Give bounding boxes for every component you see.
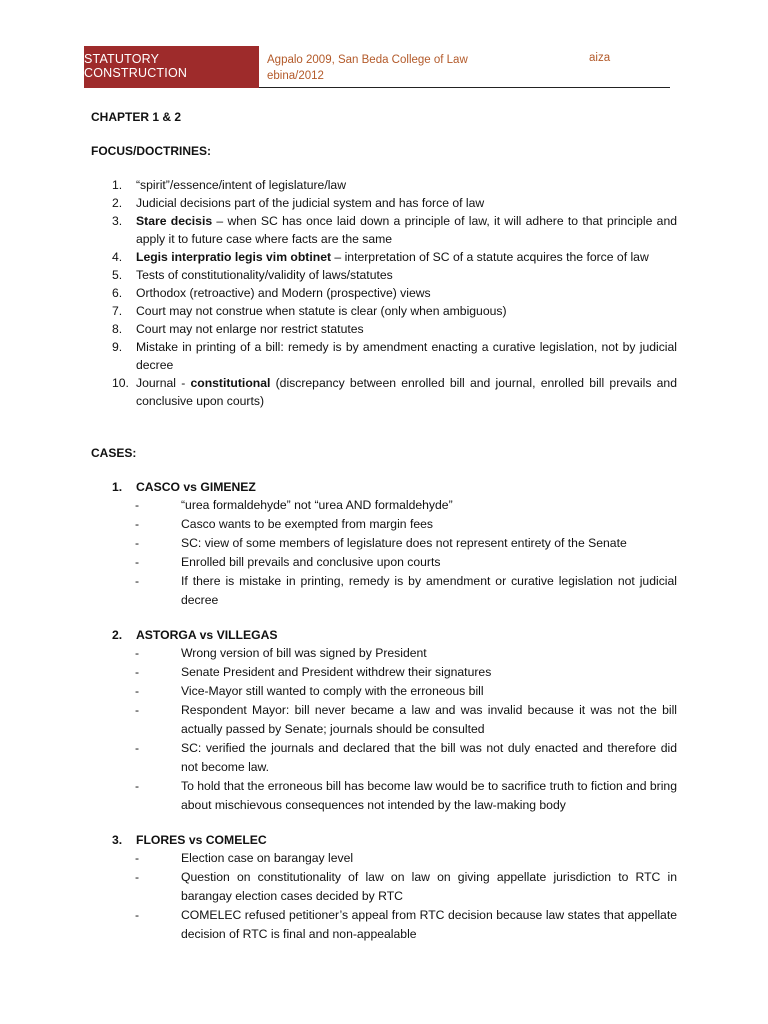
focus-item: [91, 212, 677, 248]
case-point-text: Casco wants to be exempted from margin fees: [181, 517, 433, 531]
case-point-text: Senate President and President withdrew their signatures: [181, 665, 492, 679]
case-points: [136, 849, 677, 944]
case-number: 3.: [112, 833, 123, 847]
case-point-text: If there is mistake in printing, remedy is by amendment or curative legislation not judicial decree: [181, 574, 677, 607]
case-point-text: “urea formaldehyde” not “urea AND formaldehyde”: [181, 498, 453, 512]
dash-bullet: -: [135, 498, 140, 512]
focus-item-number: 2.: [112, 196, 123, 210]
focus-item-term: Legis interpratio legis vim obtinet: [136, 250, 332, 264]
case-spacer: [91, 815, 677, 831]
page-header: [84, 46, 670, 88]
case-point: [113, 868, 677, 906]
header-title-box: STATUTORY CONSTRUCTION: [84, 46, 259, 88]
case-point-text: Vice-Mayor still wanted to comply with the erroneous bill: [181, 684, 484, 698]
focus-item: [91, 248, 677, 266]
cases-list: [91, 478, 677, 944]
dash-bullet: -: [135, 555, 140, 569]
header-rule: [259, 87, 670, 88]
focus-item-number: 3.: [112, 214, 123, 228]
focus-item-term: Stare decisis: [136, 214, 213, 228]
case-point: [113, 644, 677, 663]
case-title: CASCO vs GIMENEZ: [136, 480, 256, 494]
focus-item-text: Court may not construe when statute is clear (only when ambiguous): [136, 304, 507, 318]
case-point-text: Enrolled bill prevails and conclusive upon courts: [181, 555, 441, 569]
focus-item: [91, 284, 677, 302]
case-point: [113, 906, 677, 944]
focus-heading: FOCUS/DOCTRINES:: [91, 144, 211, 158]
focus-item-number: 1.: [112, 178, 123, 192]
case-point: [113, 849, 677, 868]
case-point: [113, 701, 677, 739]
chapter-heading: CHAPTER 1 & 2: [91, 110, 182, 124]
focus-item-prefix: Journal -: [136, 376, 191, 390]
dash-bullet: -: [135, 779, 140, 793]
focus-item-number: 10.: [112, 376, 129, 390]
focus-item-text: “spirit”/essence/intent of legislature/law: [136, 178, 346, 192]
dash-bullet: -: [135, 646, 140, 660]
case-point-text: SC: view of some members of legislature does not represent entirety of the Senate: [181, 536, 627, 550]
case-item: [91, 626, 677, 815]
focus-item: [91, 338, 677, 374]
focus-list: [91, 176, 677, 410]
focus-item: [91, 176, 677, 194]
focus-item-text: Orthodox (retroactive) and Modern (prospective) views: [136, 286, 431, 300]
case-item: [91, 478, 677, 610]
case-point: [113, 515, 677, 534]
focus-item: [91, 374, 677, 410]
case-point-text: COMELEC refused petitioner’s appeal from RTC decision because law states that appellate decision of RTC is final and non-appealable: [181, 908, 677, 941]
dash-bullet: -: [135, 870, 140, 884]
focus-item-number: 7.: [112, 304, 123, 318]
focus-item-text: Judicial decisions part of the judicial system and has force of law: [136, 196, 485, 210]
case-point-text: Election case on barangay level: [181, 851, 354, 865]
case-point: [113, 682, 677, 701]
focus-item-number: 6.: [112, 286, 123, 300]
case-points: [136, 644, 677, 815]
case-item: [91, 831, 677, 944]
focus-item-text: Court may not enlarge nor restrict statutes: [136, 322, 364, 336]
header-meta-line2: ebina/2012: [267, 70, 324, 82]
case-number: 1.: [112, 480, 123, 494]
dash-bullet: -: [135, 741, 140, 755]
case-point: [113, 553, 677, 572]
case-point: [113, 572, 677, 610]
case-point: [113, 663, 677, 682]
case-points: [136, 496, 677, 610]
focus-item-text: (discrepancy between enrolled bill and journal, enrolled bill prevails and conclusive upon courts): [136, 376, 677, 408]
focus-item-text: – interpretation of SC of a statute acquires the force of law: [331, 250, 649, 264]
case-point-text: Wrong version of bill was signed by President: [181, 646, 427, 660]
header-meta: [267, 52, 468, 84]
header-meta-line1: Agpalo 2009, San Beda College of Law: [267, 54, 468, 66]
dash-bullet: -: [135, 684, 140, 698]
case-point: [113, 777, 677, 815]
dash-bullet: -: [135, 517, 140, 531]
case-title: FLORES vs COMELEC: [136, 833, 267, 847]
dash-bullet: -: [135, 703, 140, 717]
dash-bullet: -: [135, 851, 140, 865]
focus-item: [91, 320, 677, 338]
cases-heading: CASES:: [91, 446, 137, 460]
focus-item-text: Mistake in printing of a bill: remedy is by amendment enacting a curative legislation, not by judicial decree: [136, 340, 677, 372]
dash-bullet: -: [135, 536, 140, 550]
case-point: [113, 739, 677, 777]
dash-bullet: -: [135, 665, 140, 679]
focus-item: [91, 194, 677, 212]
case-spacer: [91, 610, 677, 626]
focus-item: [91, 302, 677, 320]
header-author: aiza: [589, 52, 611, 64]
dash-bullet: -: [135, 574, 140, 588]
case-point-text: To hold that the erroneous bill has become law would be to sacrifice truth to fiction and bring about mischievous consequences not intended by the law-making body: [181, 779, 677, 812]
case-number: 2.: [112, 628, 123, 642]
focus-item-term: constitutional: [190, 376, 271, 390]
case-point-text: Respondent Mayor: bill never became a law and was invalid because it was not the bill actually passed by Senate; journals should be consulted: [181, 703, 677, 736]
focus-item-number: 5.: [112, 268, 123, 282]
dash-bullet: -: [135, 908, 140, 922]
focus-item-number: 9.: [112, 340, 123, 354]
case-point: [113, 534, 677, 553]
case-point-text: SC: verified the journals and declared that the bill was not duly enacted and therefore did not become law.: [181, 741, 677, 774]
focus-item-text: – when SC has once laid down a principle of law, it will adhere to that principle and apply it to future case where facts are the same: [136, 214, 678, 246]
focus-item-number: 4.: [112, 250, 123, 264]
focus-item-text: Tests of constitutionality/validity of laws/statutes: [136, 268, 393, 282]
case-point: [113, 496, 677, 515]
case-point-text: Question on constitutionality of law on law on giving appellate jurisdiction to RTC in barangay election cases decided by RTC: [181, 870, 677, 903]
focus-item-number: 8.: [112, 322, 123, 336]
case-title: ASTORGA vs VILLEGAS: [136, 628, 278, 642]
document-body: [91, 108, 677, 944]
focus-item: [91, 266, 677, 284]
